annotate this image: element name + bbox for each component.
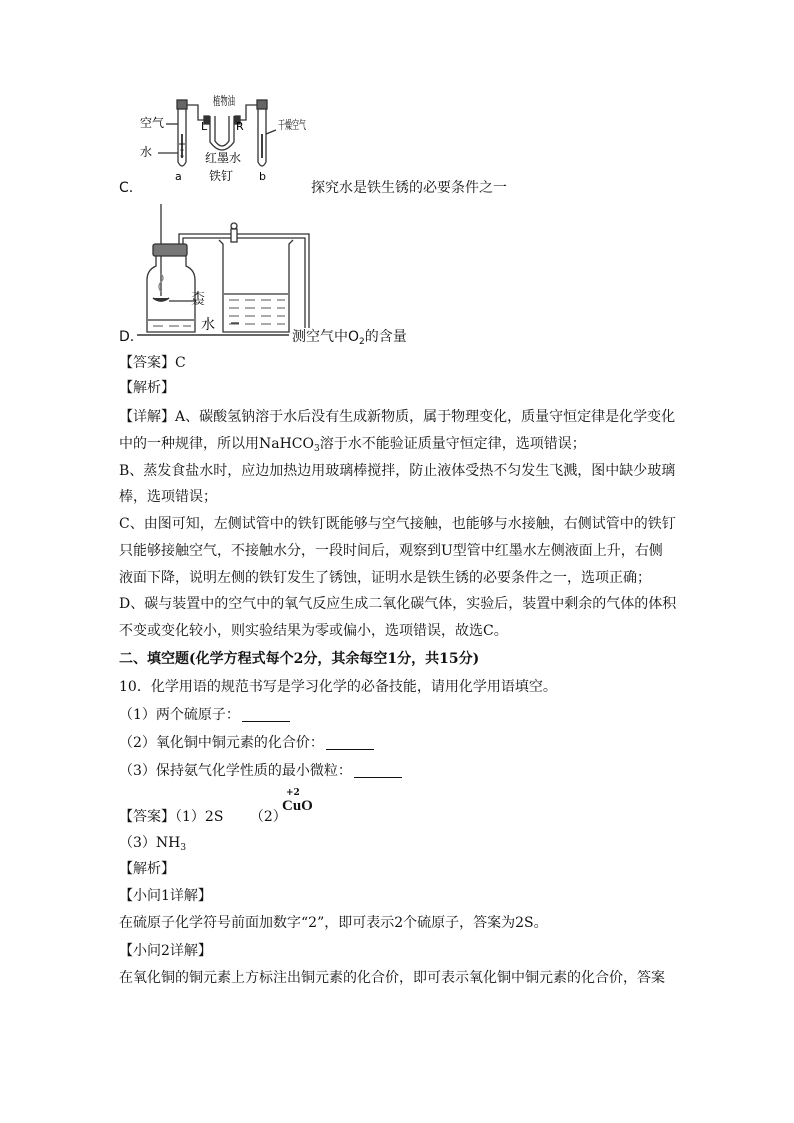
- svg-text:植物油: 植物油: [213, 94, 250, 108]
- svg-text:a: a: [175, 170, 182, 183]
- detail-a-line-1: 【详解】A、碳酸氢钠溶于水后没有生成新物质，属于物理变化，质量守恒定律是化学变化: [119, 409, 676, 425]
- svg-text:L: L: [201, 120, 208, 133]
- cuo-valence-formula: [282, 788, 322, 820]
- detail-c-line-1: C、由图可知，左侧试管中的铁钉既能够与空气接触，也能够与水接触，右侧试管中的铁钉: [119, 516, 676, 532]
- analysis-heading: 【解析】: [119, 380, 175, 396]
- detail-b-line-1: B、蒸发食盐水时，应边加热边用玻璃棒搅拌，防止液体受热不匀发生飞溅，图中缺少玻璃: [119, 463, 676, 479]
- formula-text: CuO: [282, 798, 313, 814]
- option-d-figure: [119, 200, 419, 342]
- answer2-line: 【答案】（1）2S （2）: [119, 809, 287, 825]
- option-c-letter: C.: [119, 180, 134, 196]
- answer-line: [119, 352, 186, 374]
- option-c-caption: 探究水是铁生锈的必要条件之一: [311, 180, 507, 196]
- answer-blank[interactable]: [242, 707, 290, 722]
- svg-text:木炭: 木炭: [189, 291, 205, 319]
- answer-blank[interactable]: [354, 763, 402, 778]
- svg-text:铁钉: 铁钉: [209, 169, 234, 183]
- svg-text:水: 水: [140, 145, 153, 159]
- answer-blank[interactable]: [326, 735, 374, 750]
- svg-text:b: b: [259, 170, 266, 183]
- answer2-label: 【答案】: [119, 809, 175, 825]
- svg-text:空气: 空气: [140, 116, 165, 130]
- option-d-line: [119, 326, 134, 348]
- sub2-text: 在氧化铜的铜元素上方标注出铜元素的化合价，即可表示氧化铜中铜元素的化合价，答案: [119, 970, 665, 986]
- sub2-heading: 【小问2详解】: [119, 943, 212, 959]
- detail-b-line-2: 棒，选项错误；: [119, 489, 217, 505]
- oxygen-content-apparatus-diagram: [119, 200, 419, 342]
- detail-c-line-3: 液面下降，说明左侧的铁钉发生了锈蚀，证明水是铁生锈的必要条件之一，选项正确；: [119, 570, 651, 586]
- question-10-part-1: （1）两个硫原子：: [119, 704, 290, 726]
- question-10-stem: 10．化学用语的规范书写是学习化学的必备技能，请用化学用语填空。: [119, 679, 557, 695]
- answer-label: 【答案】: [119, 355, 175, 371]
- answer2-part-3: $(3)NH_3$: [119, 835, 187, 853]
- option-d-letter: D.: [119, 329, 135, 345]
- iron-rust-apparatus-diagram: [138, 94, 327, 190]
- sub1-heading: 【小问1详解】: [119, 888, 212, 904]
- sub1-text: 在硫原子化学符号前面加数字“2”，即可表示2个硫原子，答案为2S。: [119, 915, 548, 931]
- detail-c-line-2: 只能够接触空气，不接触水分，一段时间后，观察到U型管中红墨水左侧液面上升，右侧: [119, 543, 663, 559]
- section-title: 二、填空题(化学方程式每个2分，其余每空1分，共15分): [119, 651, 480, 667]
- detail-d-line-2: 不变或变化较小，则实验结果为零或偏小，选项错误，故选C。: [119, 623, 508, 639]
- svg-text:红墨水: 红墨水: [205, 151, 242, 165]
- option-d-caption: 测空气中$O_2$的含量: [292, 329, 407, 347]
- question-10-part-2: （2）氧化铜中铜元素的化合价：: [119, 732, 374, 754]
- detail-d-line-1: D、碳与装置中的空气中的氧气反应生成二氧化碳气体，实验后，装置中剩余的气体的体积: [119, 596, 677, 612]
- option-c-line: [119, 177, 133, 199]
- answer-value: C: [175, 355, 186, 371]
- svg-text:水: 水: [201, 317, 215, 333]
- question-10-part-3: （3）保持氨气化学性质的最小微粒：: [119, 760, 402, 782]
- detail-a-line-2: 中的一种规律，所以用NaHCO$_3$溶于水不能验证质量守恒定律，选项错误；: [119, 436, 586, 454]
- svg-text:R: R: [236, 120, 244, 133]
- valence-mark: +2: [286, 788, 300, 798]
- option-c-figure: [138, 94, 327, 190]
- svg-text:干燥空气: 干燥空气: [278, 118, 327, 132]
- analysis2-heading: 【解析】: [119, 861, 175, 877]
